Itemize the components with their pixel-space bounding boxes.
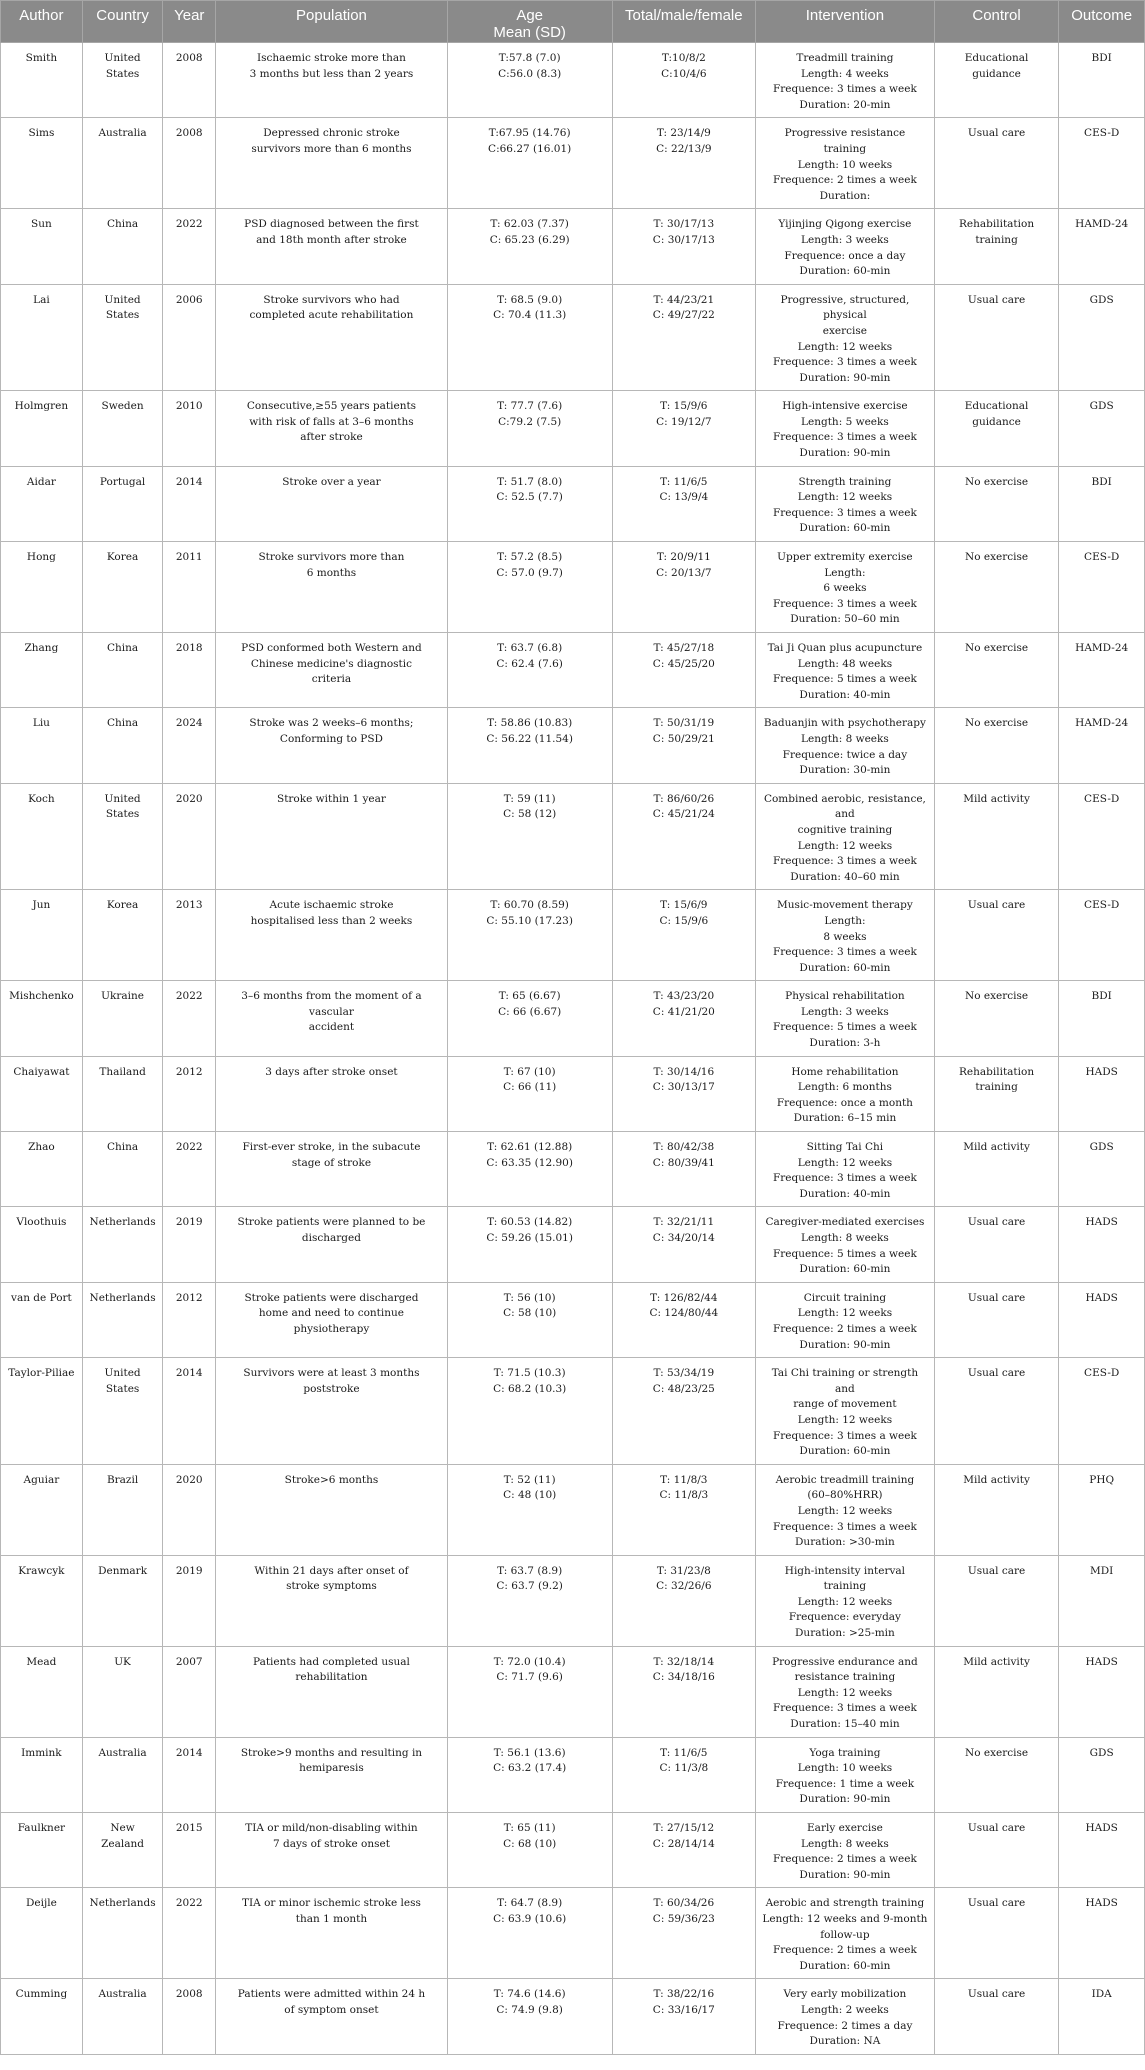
- cell-age: T: 62.03 (7.37) C: 65.23 (6.29): [447, 209, 612, 284]
- cell-total: T: 43/23/20 C: 41/21/20: [612, 981, 755, 1056]
- cell-population: Stroke survivors who had completed acute rehabilitation: [216, 284, 448, 391]
- table-row: [1, 890, 1145, 981]
- cell-year: 2006: [163, 284, 216, 391]
- cell-population: TIA or minor ischemic stroke less than 1 month: [216, 1888, 448, 1979]
- cell-year: 2008: [163, 1979, 216, 2054]
- cell-country: UK: [82, 1646, 163, 1737]
- cell-country: United States: [82, 284, 163, 391]
- cell-intervention: Tai Chi training or strength and range of movement Length: 12 weeks Frequence: 3 times a week Duration: 60-min: [756, 1358, 935, 1465]
- cell-author: Taylor-Piliae: [1, 1358, 83, 1465]
- cell-outcome: HADS: [1059, 1646, 1145, 1737]
- cell-intervention: Progressive, structured, physical exercise Length: 12 weeks Frequence: 3 times a week Duration: 90-min: [756, 284, 935, 391]
- cell-age: T: 71.5 (10.3) C: 68.2 (10.3): [447, 1358, 612, 1465]
- cell-total: T: 30/14/16 C: 30/13/17: [612, 1056, 755, 1131]
- cell-year: 2015: [163, 1813, 216, 1888]
- header-outcome: Outcome: [1059, 1, 1145, 43]
- cell-year: 2014: [163, 1737, 216, 1812]
- cell-year: 2024: [163, 708, 216, 783]
- cell-population: Within 21 days after onset of stroke symptoms: [216, 1555, 448, 1646]
- cell-outcome: HAMD-24: [1059, 633, 1145, 708]
- cell-country: Thailand: [82, 1056, 163, 1131]
- cell-author: Mead: [1, 1646, 83, 1737]
- cell-year: 2019: [163, 1555, 216, 1646]
- table-row: [1, 1646, 1145, 1737]
- cell-country: United States: [82, 1358, 163, 1465]
- cell-outcome: GDS: [1059, 1132, 1145, 1207]
- cell-population: Consecutive,≥55 years patients with risk of falls at 3–6 months after stroke: [216, 391, 448, 466]
- cell-population: PSD diagnosed between the first and 18th month after stroke: [216, 209, 448, 284]
- cell-author: Aguiar: [1, 1464, 83, 1555]
- cell-outcome: HADS: [1059, 1888, 1145, 1979]
- cell-age: T:57.8 (7.0) C:56.0 (8.3): [447, 43, 612, 118]
- cell-outcome: GDS: [1059, 391, 1145, 466]
- cell-year: 2018: [163, 633, 216, 708]
- cell-country: Netherlands: [82, 1888, 163, 1979]
- cell-intervention: Circuit training Length: 12 weeks Frequence: 2 times a week Duration: 90-min: [756, 1282, 935, 1357]
- cell-control: Usual care: [934, 1207, 1059, 1282]
- cell-intervention: Baduanjin with psychotherapy Length: 8 weeks Frequence: twice a day Duration: 30-min: [756, 708, 935, 783]
- cell-total: T: 86/60/26 C: 45/21/24: [612, 783, 755, 890]
- cell-age: T: 57.2 (8.5) C: 57.0 (9.7): [447, 542, 612, 633]
- cell-country: Portugal: [82, 466, 163, 541]
- cell-outcome: CES-D: [1059, 542, 1145, 633]
- cell-age: T: 59 (11) C: 58 (12): [447, 783, 612, 890]
- cell-control: Usual care: [934, 1888, 1059, 1979]
- cell-author: Sun: [1, 209, 83, 284]
- cell-country: China: [82, 1132, 163, 1207]
- cell-control: Usual care: [934, 1979, 1059, 2054]
- table-row: [1, 1737, 1145, 1812]
- cell-control: Rehabilitation training: [934, 1056, 1059, 1131]
- cell-outcome: HAMD-24: [1059, 708, 1145, 783]
- cell-age: T:67.95 (14.76) C:66.27 (16.01): [447, 118, 612, 209]
- cell-intervention: Early exercise Length: 8 weeks Frequence: 2 times a week Duration: 90-min: [756, 1813, 935, 1888]
- cell-country: United States: [82, 783, 163, 890]
- cell-country: New Zealand: [82, 1813, 163, 1888]
- cell-population: Patients were admitted within 24 h of symptom onset: [216, 1979, 448, 2054]
- cell-country: Korea: [82, 890, 163, 981]
- cell-control: Usual care: [934, 1555, 1059, 1646]
- cell-year: 2020: [163, 1464, 216, 1555]
- cell-intervention: Yoga training Length: 10 weeks Frequence: 1 time a week Duration: 90-min: [756, 1737, 935, 1812]
- table-row: [1, 981, 1145, 1056]
- cell-total: T: 15/6/9 C: 15/9/6: [612, 890, 755, 981]
- cell-author: Faulkner: [1, 1813, 83, 1888]
- header-age: Age Mean (SD): [447, 1, 612, 43]
- cell-country: Australia: [82, 1737, 163, 1812]
- cell-year: 2022: [163, 1888, 216, 1979]
- cell-author: Vloothuis: [1, 1207, 83, 1282]
- header-population: Population: [216, 1, 448, 43]
- cell-year: 2012: [163, 1056, 216, 1131]
- cell-intervention: Combined aerobic, resistance, and cognitive training Length: 12 weeks Frequence: 3 times a week Duration: 40–60 min: [756, 783, 935, 890]
- table-row: [1, 1358, 1145, 1465]
- cell-outcome: BDI: [1059, 981, 1145, 1056]
- cell-intervention: Upper extremity exercise Length: 6 weeks Frequence: 3 times a week Duration: 50–60 min: [756, 542, 935, 633]
- cell-country: China: [82, 633, 163, 708]
- cell-country: Sweden: [82, 391, 163, 466]
- cell-control: Mild activity: [934, 1132, 1059, 1207]
- header-year: Year: [163, 1, 216, 43]
- cell-population: Stroke patients were planned to be discharged: [216, 1207, 448, 1282]
- cell-population: Stroke was 2 weeks–6 months; Conforming to PSD: [216, 708, 448, 783]
- cell-author: Chaiyawat: [1, 1056, 83, 1131]
- cell-total: T: 32/18/14 C: 34/18/16: [612, 1646, 755, 1737]
- cell-total: T:10/8/2 C:10/4/6: [612, 43, 755, 118]
- cell-intervention: Caregiver-mediated exercises Length: 8 weeks Frequence: 5 times a week Duration: 60-min: [756, 1207, 935, 1282]
- cell-population: Depressed chronic stroke survivors more than 6 months: [216, 118, 448, 209]
- cell-year: 2008: [163, 118, 216, 209]
- cell-country: Ukraine: [82, 981, 163, 1056]
- cell-control: Usual care: [934, 1282, 1059, 1357]
- cell-country: China: [82, 209, 163, 284]
- cell-total: T: 31/23/8 C: 32/26/6: [612, 1555, 755, 1646]
- cell-outcome: HAMD-24: [1059, 209, 1145, 284]
- cell-age: T: 74.6 (14.6) C: 74.9 (9.8): [447, 1979, 612, 2054]
- table-row: [1, 1888, 1145, 1979]
- cell-control: No exercise: [934, 981, 1059, 1056]
- cell-control: Usual care: [934, 1358, 1059, 1465]
- cell-total: T: 126/82/44 C: 124/80/44: [612, 1282, 755, 1357]
- cell-control: Mild activity: [934, 1464, 1059, 1555]
- table-row: [1, 1555, 1145, 1646]
- cell-population: 3–6 months from the moment of a vascular accident: [216, 981, 448, 1056]
- cell-population: Stroke over a year: [216, 466, 448, 541]
- table-row: [1, 1282, 1145, 1357]
- table-row: [1, 209, 1145, 284]
- cell-outcome: BDI: [1059, 466, 1145, 541]
- cell-control: No exercise: [934, 633, 1059, 708]
- cell-author: Mishchenko: [1, 981, 83, 1056]
- cell-total: T: 80/42/38 C: 80/39/41: [612, 1132, 755, 1207]
- cell-outcome: HADS: [1059, 1207, 1145, 1282]
- cell-control: No exercise: [934, 1737, 1059, 1812]
- cell-author: Holmgren: [1, 391, 83, 466]
- cell-year: 2022: [163, 981, 216, 1056]
- cell-year: 2011: [163, 542, 216, 633]
- cell-total: T: 38/22/16 C: 33/16/17: [612, 1979, 755, 2054]
- cell-total: T: 45/27/18 C: 45/25/20: [612, 633, 755, 708]
- cell-outcome: CES-D: [1059, 890, 1145, 981]
- cell-author: Sims: [1, 118, 83, 209]
- cell-author: Lai: [1, 284, 83, 391]
- cell-country: Australia: [82, 118, 163, 209]
- cell-intervention: Home rehabilitation Length: 6 months Frequence: once a month Duration: 6–15 min: [756, 1056, 935, 1131]
- cell-country: Australia: [82, 1979, 163, 2054]
- cell-outcome: CES-D: [1059, 783, 1145, 890]
- cell-year: 2008: [163, 43, 216, 118]
- cell-outcome: CES-D: [1059, 118, 1145, 209]
- cell-population: First-ever stroke, in the subacute stage of stroke: [216, 1132, 448, 1207]
- cell-author: van de Port: [1, 1282, 83, 1357]
- cell-intervention: Aerobic and strength training Length: 12 weeks and 9-month follow-up Frequence: 2 times a week Duration: 60-min: [756, 1888, 935, 1979]
- table-row: [1, 1464, 1145, 1555]
- table-row: [1, 708, 1145, 783]
- table-row: [1, 43, 1145, 118]
- cell-control: Usual care: [934, 1813, 1059, 1888]
- table-row: [1, 1207, 1145, 1282]
- cell-year: 2014: [163, 466, 216, 541]
- cell-age: T: 56.1 (13.6) C: 63.2 (17.4): [447, 1737, 612, 1812]
- cell-year: 2020: [163, 783, 216, 890]
- cell-age: T: 68.5 (9.0) C: 70.4 (11.3): [447, 284, 612, 391]
- cell-author: Deijle: [1, 1888, 83, 1979]
- cell-outcome: MDI: [1059, 1555, 1145, 1646]
- cell-control: Educational guidance: [934, 43, 1059, 118]
- cell-intervention: Strength training Length: 12 weeks Frequence: 3 times a week Duration: 60-min: [756, 466, 935, 541]
- header-total-male-female: Total/male/female: [612, 1, 755, 43]
- cell-country: United States: [82, 43, 163, 118]
- header-author: Author: [1, 1, 83, 43]
- cell-country: Netherlands: [82, 1282, 163, 1357]
- cell-population: Ischaemic stroke more than 3 months but less than 2 years: [216, 43, 448, 118]
- cell-author: Zhang: [1, 633, 83, 708]
- cell-total: T: 32/21/11 C: 34/20/14: [612, 1207, 755, 1282]
- cell-control: Usual care: [934, 284, 1059, 391]
- cell-intervention: Tai Ji Quan plus acupuncture Length: 48 weeks Frequence: 5 times a week Duration: 40-min: [756, 633, 935, 708]
- cell-outcome: IDA: [1059, 1979, 1145, 2054]
- cell-country: Brazil: [82, 1464, 163, 1555]
- table-row: [1, 783, 1145, 890]
- cell-author: Aidar: [1, 466, 83, 541]
- table-body: [1, 43, 1145, 2055]
- cell-age: T: 60.53 (14.82) C: 59.26 (15.01): [447, 1207, 612, 1282]
- cell-author: Krawcyk: [1, 1555, 83, 1646]
- cell-control: Usual care: [934, 890, 1059, 981]
- cell-year: 2010: [163, 391, 216, 466]
- cell-total: T: 11/6/5 C: 11/3/8: [612, 1737, 755, 1812]
- cell-year: 2022: [163, 1132, 216, 1207]
- header-intervention: Intervention: [756, 1, 935, 43]
- cell-age: T: 67 (10) C: 66 (11): [447, 1056, 612, 1131]
- header-control: Control: [934, 1, 1059, 43]
- cell-author: Smith: [1, 43, 83, 118]
- cell-outcome: HADS: [1059, 1056, 1145, 1131]
- cell-outcome: GDS: [1059, 1737, 1145, 1812]
- cell-total: T: 30/17/13 C: 30/17/13: [612, 209, 755, 284]
- cell-intervention: Treadmill training Length: 4 weeks Frequence: 3 times a week Duration: 20-min: [756, 43, 935, 118]
- table-row: [1, 466, 1145, 541]
- cell-country: Netherlands: [82, 1207, 163, 1282]
- table-row: [1, 118, 1145, 209]
- cell-total: T: 20/9/11 C: 20/13/7: [612, 542, 755, 633]
- table-row: [1, 1132, 1145, 1207]
- cell-intervention: Very early mobilization Length: 2 weeks Frequence: 2 times a day Duration: NA: [756, 1979, 935, 2054]
- cell-population: Stroke survivors more than 6 months: [216, 542, 448, 633]
- cell-intervention: High-intensity interval training Length: 12 weeks Frequence: everyday Duration: >25-min: [756, 1555, 935, 1646]
- cell-intervention: High-intensive exercise Length: 5 weeks Frequence: 3 times a week Duration: 90-min: [756, 391, 935, 466]
- cell-year: 2014: [163, 1358, 216, 1465]
- cell-control: Mild activity: [934, 783, 1059, 890]
- cell-total: T: 23/14/9 C: 22/13/9: [612, 118, 755, 209]
- cell-control: No exercise: [934, 708, 1059, 783]
- cell-intervention: Progressive resistance training Length: 10 weeks Frequence: 2 times a week Duration:: [756, 118, 935, 209]
- cell-author: Jun: [1, 890, 83, 981]
- cell-population: Patients had completed usual rehabilitation: [216, 1646, 448, 1737]
- cell-age: T: 77.7 (7.6) C:79.2 (7.5): [447, 391, 612, 466]
- cell-total: T: 11/8/3 C: 11/8/3: [612, 1464, 755, 1555]
- cell-year: 2022: [163, 209, 216, 284]
- cell-author: Cumming: [1, 1979, 83, 2054]
- cell-outcome: GDS: [1059, 284, 1145, 391]
- cell-outcome: HADS: [1059, 1813, 1145, 1888]
- cell-age: T: 65 (6.67) C: 66 (6.67): [447, 981, 612, 1056]
- cell-population: Stroke within 1 year: [216, 783, 448, 890]
- cell-author: Hong: [1, 542, 83, 633]
- cell-country: Denmark: [82, 1555, 163, 1646]
- cell-control: No exercise: [934, 542, 1059, 633]
- cell-outcome: BDI: [1059, 43, 1145, 118]
- cell-total: T: 60/34/26 C: 59/36/23: [612, 1888, 755, 1979]
- cell-age: T: 63.7 (6.8) C: 62.4 (7.6): [447, 633, 612, 708]
- cell-age: T: 58.86 (10.83) C: 56.22 (11.54): [447, 708, 612, 783]
- cell-control: Rehabilitation training: [934, 209, 1059, 284]
- cell-control: No exercise: [934, 466, 1059, 541]
- cell-total: T: 44/23/21 C: 49/27/22: [612, 284, 755, 391]
- cell-age: T: 72.0 (10.4) C: 71.7 (9.6): [447, 1646, 612, 1737]
- table-header-row: [1, 1, 1145, 43]
- cell-total: T: 53/34/19 C: 48/23/25: [612, 1358, 755, 1465]
- cell-outcome: CES-D: [1059, 1358, 1145, 1465]
- cell-population: TIA or mild/non-disabling within 7 days of stroke onset: [216, 1813, 448, 1888]
- cell-age: T: 52 (11) C: 48 (10): [447, 1464, 612, 1555]
- table-row: [1, 1813, 1145, 1888]
- cell-population: Stroke>9 months and resulting in hemiparesis: [216, 1737, 448, 1812]
- cell-total: T: 11/6/5 C: 13/9/4: [612, 466, 755, 541]
- cell-control: Usual care: [934, 118, 1059, 209]
- cell-intervention: Sitting Tai Chi Length: 12 weeks Frequence: 3 times a week Duration: 40-min: [756, 1132, 935, 1207]
- header-country: Country: [82, 1, 163, 43]
- cell-country: China: [82, 708, 163, 783]
- cell-intervention: Aerobic treadmill training (60–80%HRR) Length: 12 weeks Frequence: 3 times a week Duration: >30-min: [756, 1464, 935, 1555]
- table-row: [1, 1979, 1145, 2054]
- cell-year: 2019: [163, 1207, 216, 1282]
- cell-author: Koch: [1, 783, 83, 890]
- table-row: [1, 633, 1145, 708]
- cell-total: T: 27/15/12 C: 28/14/14: [612, 1813, 755, 1888]
- cell-total: T: 15/9/6 C: 19/12/7: [612, 391, 755, 466]
- cell-population: PSD conformed both Western and Chinese medicine's diagnostic criteria: [216, 633, 448, 708]
- cell-control: Mild activity: [934, 1646, 1059, 1737]
- cell-age: T: 62.61 (12.88) C: 63.35 (12.90): [447, 1132, 612, 1207]
- cell-age: T: 64.7 (8.9) C: 63.9 (10.6): [447, 1888, 612, 1979]
- cell-age: T: 60.70 (8.59) C: 55.10 (17.23): [447, 890, 612, 981]
- cell-population: Stroke patients were discharged home and need to continue physiotherapy: [216, 1282, 448, 1357]
- table-row: [1, 542, 1145, 633]
- cell-country: Korea: [82, 542, 163, 633]
- cell-population: Survivors were at least 3 months poststroke: [216, 1358, 448, 1465]
- cell-intervention: Progressive endurance and resistance training Length: 12 weeks Frequence: 3 times a week Duration: 15–40 min: [756, 1646, 935, 1737]
- cell-outcome: PHQ: [1059, 1464, 1145, 1555]
- cell-age: T: 65 (11) C: 68 (10): [447, 1813, 612, 1888]
- cell-control: Educational guidance: [934, 391, 1059, 466]
- cell-year: 2007: [163, 1646, 216, 1737]
- cell-outcome: HADS: [1059, 1282, 1145, 1357]
- cell-population: 3 days after stroke onset: [216, 1056, 448, 1131]
- table-row: [1, 391, 1145, 466]
- cell-author: Liu: [1, 708, 83, 783]
- cell-age: T: 51.7 (8.0) C: 52.5 (7.7): [447, 466, 612, 541]
- cell-age: T: 63.7 (8.9) C: 63.7 (9.2): [447, 1555, 612, 1646]
- cell-age: T: 56 (10) C: 58 (10): [447, 1282, 612, 1357]
- cell-intervention: Physical rehabilitation Length: 3 weeks Frequence: 5 times a week Duration: 3-h: [756, 981, 935, 1056]
- cell-population: Stroke>6 months: [216, 1464, 448, 1555]
- cell-population: Acute ischaemic stroke hospitalised less than 2 weeks: [216, 890, 448, 981]
- cell-author: Zhao: [1, 1132, 83, 1207]
- cell-intervention: Music-movement therapy Length: 8 weeks Frequence: 3 times a week Duration: 60-min: [756, 890, 935, 981]
- cell-author: Immink: [1, 1737, 83, 1812]
- table-row: [1, 284, 1145, 391]
- table-row: [1, 1056, 1145, 1131]
- cell-year: 2013: [163, 890, 216, 981]
- cell-year: 2012: [163, 1282, 216, 1357]
- cell-total: T: 50/31/19 C: 50/29/21: [612, 708, 755, 783]
- cell-intervention: Yijinjing Qigong exercise Length: 3 weeks Frequence: once a day Duration: 60-min: [756, 209, 935, 284]
